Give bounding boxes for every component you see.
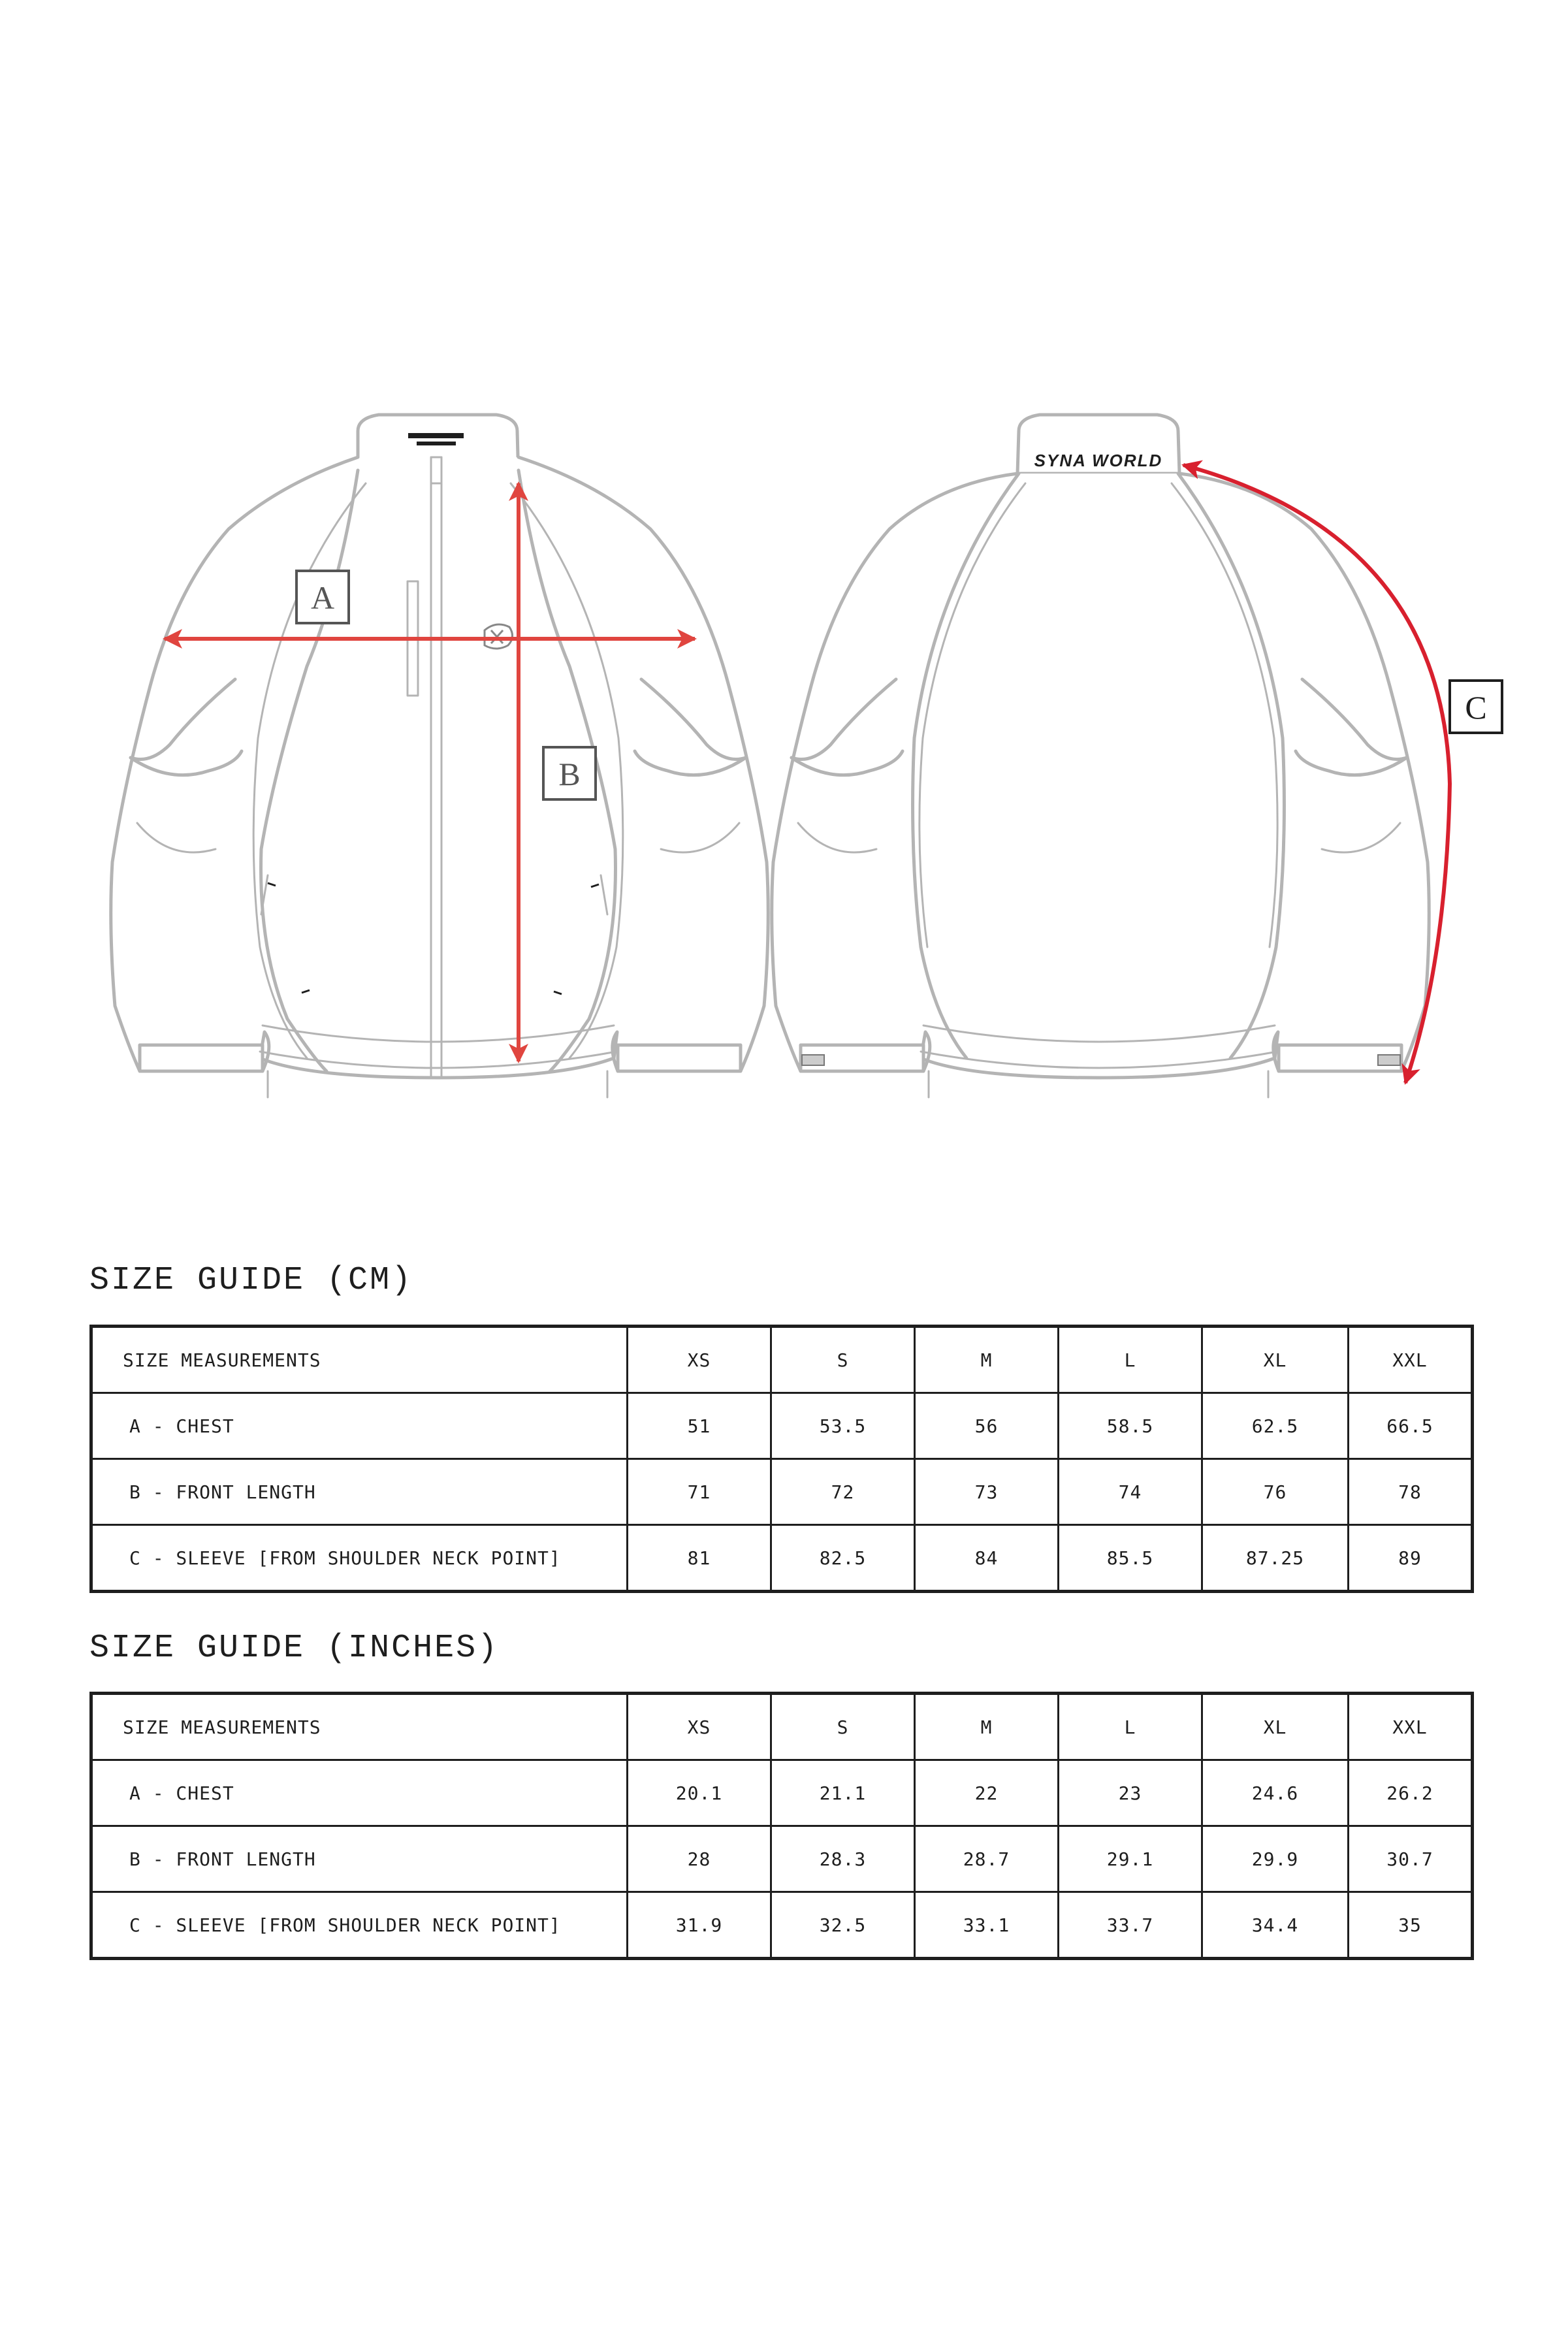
table-cell: 28.7 (915, 1826, 1059, 1892)
table-cell: 62.5 (1202, 1393, 1349, 1459)
table-cell: 58.5 (1059, 1393, 1202, 1459)
header-cell: XXL (1349, 1694, 1473, 1760)
table-cell: 20.1 (628, 1760, 771, 1826)
label-b-text: B (558, 756, 581, 792)
table-cell: 26.2 (1349, 1760, 1473, 1826)
table-cell: 34.4 (1202, 1892, 1349, 1959)
header-cell: XXL (1349, 1327, 1473, 1393)
size-guide-cm-title: SIZE GUIDE (CM) (89, 1262, 413, 1299)
label-c (1450, 681, 1502, 733)
table-cell: 33.1 (915, 1892, 1059, 1959)
size-guide-inches-title: SIZE GUIDE (INCHES) (89, 1630, 500, 1667)
table-row (91, 1826, 1473, 1892)
table-cell: 78 (1349, 1459, 1473, 1525)
table-cell: 56 (915, 1393, 1059, 1459)
row-label: C - SLEEVE [FROM SHOULDER NECK POINT] (91, 1892, 628, 1959)
table-cell: 72 (771, 1459, 915, 1525)
table-header-row (91, 1694, 1473, 1760)
table-cell: 22 (915, 1760, 1059, 1826)
row-label: A - CHEST (91, 1760, 628, 1826)
table-cell: 28 (628, 1826, 771, 1892)
header-cell: XL (1202, 1694, 1349, 1760)
size-guide-cm-table (89, 1325, 1474, 1593)
header-cell: M (915, 1694, 1059, 1760)
table-cell: 32.5 (771, 1892, 915, 1959)
table-cell: 74 (1059, 1459, 1202, 1525)
header-cell: L (1059, 1694, 1202, 1760)
header-cell: XS (628, 1694, 771, 1760)
table-row (91, 1760, 1473, 1826)
table-cell: 73 (915, 1459, 1059, 1525)
size-guide-inches-table (89, 1692, 1474, 1960)
header-cell: XS (628, 1327, 771, 1393)
header-cell: S (771, 1694, 915, 1760)
header-cell: SIZE MEASUREMENTS (91, 1327, 628, 1393)
table-cell: 71 (628, 1459, 771, 1525)
label-a (296, 571, 349, 623)
table-cell: 66.5 (1349, 1393, 1473, 1459)
table-cell: 82.5 (771, 1525, 915, 1592)
table-row (91, 1525, 1473, 1592)
jacket-back-view (772, 415, 1430, 1097)
table-cell: 35 (1349, 1892, 1473, 1959)
table-cell: 33.7 (1059, 1892, 1202, 1959)
header-cell: XL (1202, 1327, 1349, 1393)
table-cell: 87.25 (1202, 1525, 1349, 1592)
table-cell: 29.1 (1059, 1826, 1202, 1892)
table-cell: 89 (1349, 1525, 1473, 1592)
table-cell: 51 (628, 1393, 771, 1459)
table-cell: 24.6 (1202, 1760, 1349, 1826)
header-cell: S (771, 1327, 915, 1393)
row-label: A - CHEST (91, 1393, 628, 1459)
row-label: B - FRONT LENGTH (91, 1459, 628, 1525)
table-cell: 81 (628, 1525, 771, 1592)
table-row (91, 1393, 1473, 1459)
label-c-text: C (1465, 689, 1487, 726)
table-cell: 76 (1202, 1459, 1349, 1525)
row-label: C - SLEEVE [FROM SHOULDER NECK POINT] (91, 1525, 628, 1592)
table-cell: 30.7 (1349, 1826, 1473, 1892)
table-cell: 21.1 (771, 1760, 915, 1826)
table-cell: 53.5 (771, 1393, 915, 1459)
header-cell: SIZE MEASUREMENTS (91, 1694, 628, 1760)
table-cell: 85.5 (1059, 1525, 1202, 1592)
table-header-row (91, 1327, 1473, 1393)
header-cell: M (915, 1327, 1059, 1393)
table-row (91, 1459, 1473, 1525)
label-b (543, 747, 596, 799)
table-cell: 28.3 (771, 1826, 915, 1892)
table-row (91, 1892, 1473, 1959)
label-a-text: A (310, 579, 335, 616)
back-collar-logo: SYNA WORLD (1034, 451, 1163, 470)
row-label: B - FRONT LENGTH (91, 1826, 628, 1892)
header-cell: L (1059, 1327, 1202, 1393)
table-cell: 23 (1059, 1760, 1202, 1826)
table-cell: 29.9 (1202, 1826, 1349, 1892)
jacket-front-view (111, 415, 769, 1097)
table-cell: 84 (915, 1525, 1059, 1592)
table-cell: 31.9 (628, 1892, 771, 1959)
